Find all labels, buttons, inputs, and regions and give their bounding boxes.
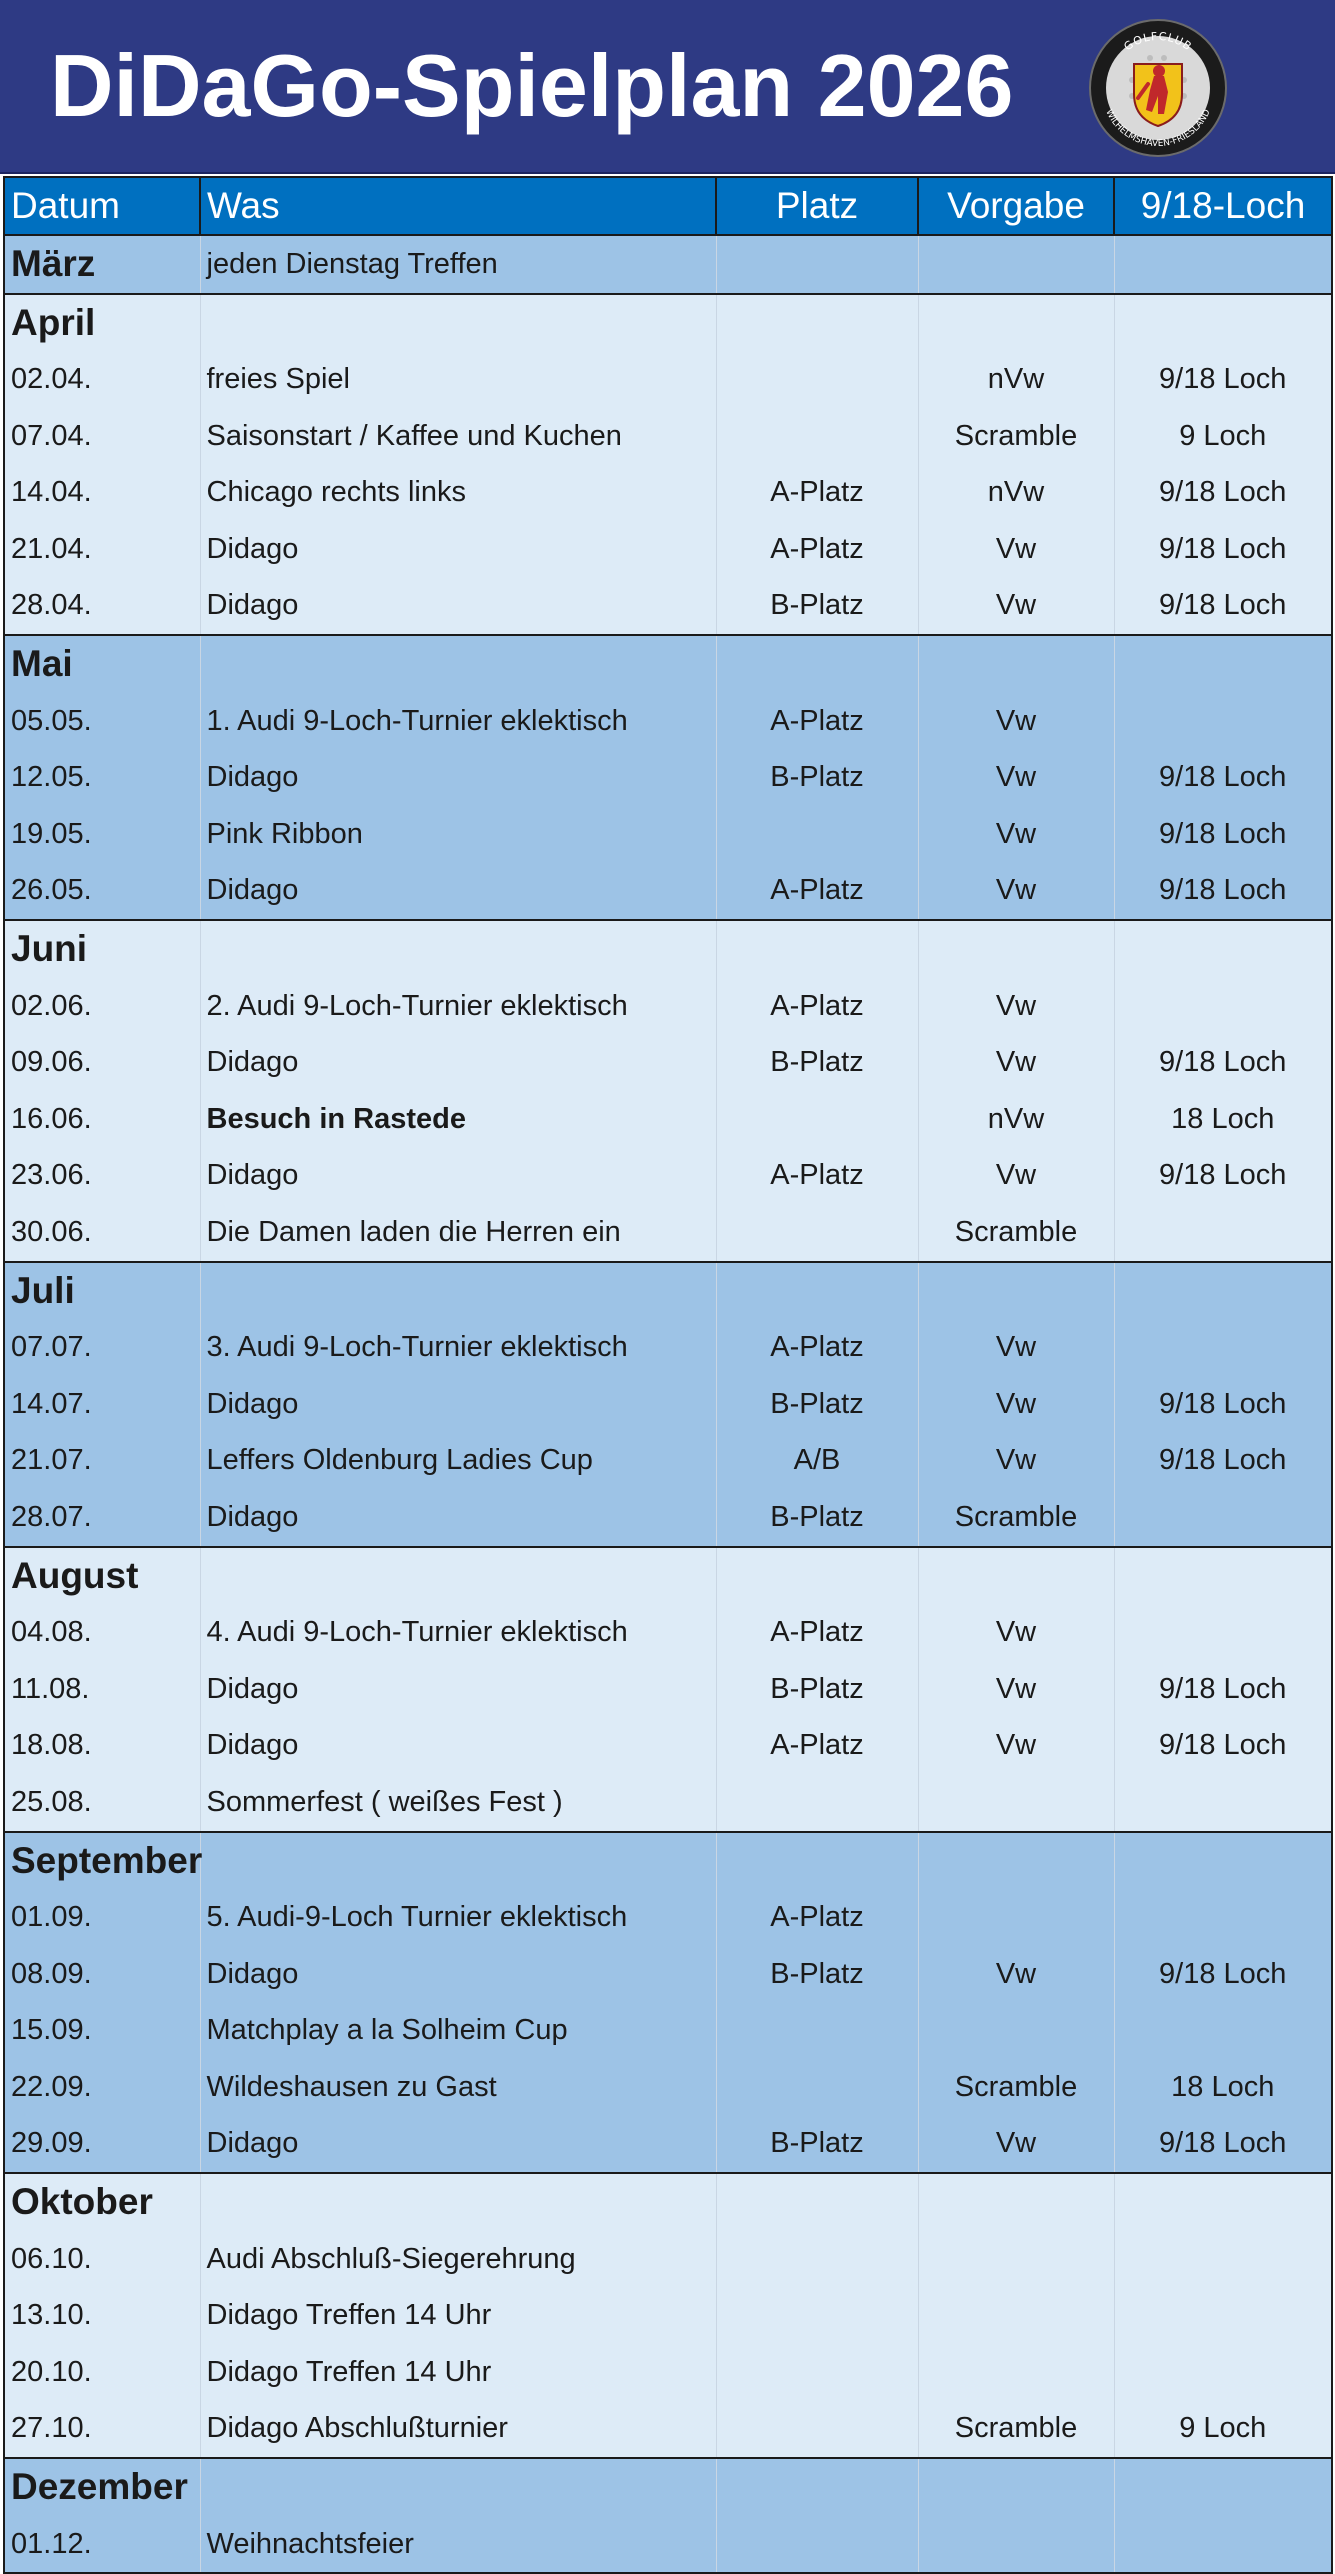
- cell-loch: 9/18 Loch: [1114, 1376, 1332, 1433]
- cell-vorgabe: Vw: [918, 749, 1114, 806]
- table-row: [4, 749, 1332, 806]
- cell-loch: 9/18 Loch: [1114, 1432, 1332, 1489]
- month-note: [200, 1832, 716, 1890]
- empty-cell: [918, 1832, 1114, 1890]
- cell-was: Wildeshausen zu Gast: [200, 2059, 716, 2116]
- month-section: [4, 920, 1332, 1262]
- month-row: [4, 1547, 1332, 1605]
- cell-platz: [716, 1774, 918, 1832]
- cell-loch: [1114, 2231, 1332, 2288]
- cell-platz: A-Platz: [716, 1889, 918, 1946]
- table-row: [4, 1091, 1332, 1148]
- cell-vorgabe: [918, 2287, 1114, 2344]
- logo-bottom-text: WILHELMSHAVEN-FRIESLAND: [1103, 108, 1213, 150]
- table-row: [4, 2287, 1332, 2344]
- empty-cell: [1114, 2173, 1332, 2231]
- cell-was: Pink Ribbon: [200, 806, 716, 863]
- cell-vorgabe: Vw: [918, 521, 1114, 578]
- cell-was: freies Spiel: [200, 351, 716, 408]
- table-row: [4, 978, 1332, 1035]
- cell-was: Matchplay a la Solheim Cup: [200, 2002, 716, 2059]
- cell-was: Didago: [200, 578, 716, 636]
- cell-datum: 01.12.: [4, 2516, 200, 2574]
- cell-datum: 01.09.: [4, 1889, 200, 1946]
- cell-was: Besuch in Rastede: [200, 1091, 716, 1148]
- cell-datum: 19.05.: [4, 806, 200, 863]
- cell-loch: 9/18 Loch: [1114, 578, 1332, 636]
- cell-was: Didago: [200, 749, 716, 806]
- cell-platz: [716, 806, 918, 863]
- table-row: [4, 1661, 1332, 1718]
- cell-vorgabe: [918, 2002, 1114, 2059]
- month-section: [4, 294, 1332, 636]
- cell-platz: [716, 2401, 918, 2459]
- empty-cell: [918, 635, 1114, 693]
- month-name: April: [4, 294, 200, 352]
- cell-loch: 9 Loch: [1114, 2401, 1332, 2459]
- empty-cell: [918, 2458, 1114, 2516]
- table-row: [4, 863, 1332, 921]
- cell-platz: [716, 2516, 918, 2574]
- table-row: [4, 1148, 1332, 1205]
- cell-platz: B-Platz: [716, 1376, 918, 1433]
- month-row: [4, 920, 1332, 978]
- cell-datum: 14.07.: [4, 1376, 200, 1433]
- cell-vorgabe: Vw: [918, 806, 1114, 863]
- cell-vorgabe: Scramble: [918, 1204, 1114, 1262]
- cell-vorgabe: [918, 1889, 1114, 1946]
- month-row: [4, 635, 1332, 693]
- table-row: [4, 408, 1332, 465]
- table-row: [4, 1489, 1332, 1547]
- cell-platz: [716, 351, 918, 408]
- cell-datum: 06.10.: [4, 2231, 200, 2288]
- cell-datum: 26.05.: [4, 863, 200, 921]
- cell-platz: B-Platz: [716, 2116, 918, 2174]
- month-row: [4, 2458, 1332, 2516]
- empty-cell: [716, 635, 918, 693]
- golfclub-logo: [1088, 18, 1228, 158]
- cell-loch: [1114, 1889, 1332, 1946]
- empty-cell: [1114, 294, 1332, 352]
- table-row: [4, 1717, 1332, 1774]
- month-section: [4, 1832, 1332, 2174]
- cell-vorgabe: [918, 2516, 1114, 2574]
- cell-loch: 9/18 Loch: [1114, 464, 1332, 521]
- cell-platz: [716, 2287, 918, 2344]
- table-row: [4, 521, 1332, 578]
- cell-loch: [1114, 1604, 1332, 1661]
- cell-was: Die Damen laden die Herren ein: [200, 1204, 716, 1262]
- column-header-loch: 9/18-Loch: [1114, 177, 1332, 235]
- table-row: [4, 2116, 1332, 2174]
- cell-was: 5. Audi-9-Loch Turnier eklektisch: [200, 1889, 716, 1946]
- cell-loch: [1114, 1489, 1332, 1547]
- cell-datum: 14.04.: [4, 464, 200, 521]
- logo-top-text: GOLFCLUB: [1121, 29, 1195, 54]
- cell-vorgabe: Vw: [918, 1432, 1114, 1489]
- month-note: [200, 2458, 716, 2516]
- table-row: [4, 2516, 1332, 2574]
- cell-was: 3. Audi 9-Loch-Turnier eklektisch: [200, 1319, 716, 1376]
- cell-was: Didago: [200, 1717, 716, 1774]
- cell-datum: 05.05.: [4, 693, 200, 750]
- page-title: DiDaGo-Spielplan 2026: [50, 36, 1014, 135]
- empty-cell: [716, 235, 918, 294]
- cell-loch: [1114, 2287, 1332, 2344]
- month-section: [4, 235, 1332, 294]
- month-note: [200, 294, 716, 352]
- month-name: Juni: [4, 920, 200, 978]
- cell-datum: 18.08.: [4, 1717, 200, 1774]
- table-row: [4, 1034, 1332, 1091]
- month-row: [4, 2173, 1332, 2231]
- cell-datum: 13.10.: [4, 2287, 200, 2344]
- cell-was: Weihnachtsfeier: [200, 2516, 716, 2574]
- cell-datum: 28.07.: [4, 1489, 200, 1547]
- cell-vorgabe: [918, 2231, 1114, 2288]
- empty-cell: [918, 294, 1114, 352]
- empty-cell: [918, 1547, 1114, 1605]
- cell-loch: 9/18 Loch: [1114, 863, 1332, 921]
- cell-datum: 16.06.: [4, 1091, 200, 1148]
- month-name: Dezember: [4, 2458, 200, 2516]
- month-note: [200, 920, 716, 978]
- cell-loch: 9/18 Loch: [1114, 749, 1332, 806]
- cell-datum: 11.08.: [4, 1661, 200, 1718]
- empty-cell: [716, 1547, 918, 1605]
- table-row: [4, 2231, 1332, 2288]
- cell-vorgabe: Vw: [918, 2116, 1114, 2174]
- table-row: [4, 1774, 1332, 1832]
- cell-platz: B-Platz: [716, 1946, 918, 2003]
- cell-platz: A-Platz: [716, 693, 918, 750]
- month-section: [4, 1262, 1332, 1547]
- cell-was: 2. Audi 9-Loch-Turnier eklektisch: [200, 978, 716, 1035]
- cell-was: Didago: [200, 1034, 716, 1091]
- cell-platz: [716, 2059, 918, 2116]
- cell-datum: 15.09.: [4, 2002, 200, 2059]
- cell-was: Didago: [200, 1148, 716, 1205]
- empty-cell: [1114, 235, 1332, 294]
- cell-platz: A-Platz: [716, 464, 918, 521]
- cell-loch: 9/18 Loch: [1114, 521, 1332, 578]
- cell-datum: 30.06.: [4, 1204, 200, 1262]
- cell-datum: 07.04.: [4, 408, 200, 465]
- table-row: [4, 1604, 1332, 1661]
- month-name: September: [4, 1832, 200, 1890]
- cell-datum: 27.10.: [4, 2401, 200, 2459]
- month-name: Mai: [4, 635, 200, 693]
- cell-was: Didago: [200, 1946, 716, 2003]
- cell-loch: 9/18 Loch: [1114, 2116, 1332, 2174]
- month-row: [4, 1262, 1332, 1320]
- cell-platz: A-Platz: [716, 1148, 918, 1205]
- table-row: [4, 464, 1332, 521]
- cell-loch: [1114, 1204, 1332, 1262]
- cell-vorgabe: Scramble: [918, 2401, 1114, 2459]
- cell-datum: 21.04.: [4, 521, 200, 578]
- cell-platz: B-Platz: [716, 1034, 918, 1091]
- cell-datum: 20.10.: [4, 2344, 200, 2401]
- table-row: [4, 1889, 1332, 1946]
- cell-platz: A-Platz: [716, 1717, 918, 1774]
- cell-vorgabe: nVw: [918, 1091, 1114, 1148]
- month-name: Juli: [4, 1262, 200, 1320]
- cell-datum: 29.09.: [4, 2116, 200, 2174]
- table-row: [4, 1204, 1332, 1262]
- cell-was: Didago Treffen 14 Uhr: [200, 2287, 716, 2344]
- empty-cell: [1114, 1547, 1332, 1605]
- cell-vorgabe: Scramble: [918, 1489, 1114, 1547]
- table-header-row: [4, 177, 1332, 235]
- cell-vorgabe: Vw: [918, 1717, 1114, 1774]
- empty-cell: [716, 1832, 918, 1890]
- cell-loch: 9/18 Loch: [1114, 1661, 1332, 1718]
- cell-loch: [1114, 978, 1332, 1035]
- cell-loch: 9/18 Loch: [1114, 351, 1332, 408]
- table-row: [4, 2344, 1332, 2401]
- table-row: [4, 1376, 1332, 1433]
- cell-vorgabe: nVw: [918, 464, 1114, 521]
- cell-datum: 02.04.: [4, 351, 200, 408]
- cell-platz: [716, 2344, 918, 2401]
- table-row: [4, 2002, 1332, 2059]
- table-row: [4, 2059, 1332, 2116]
- cell-loch: 9/18 Loch: [1114, 1148, 1332, 1205]
- cell-platz: A-Platz: [716, 1319, 918, 1376]
- month-row: [4, 235, 1332, 294]
- cell-was: Didago: [200, 2116, 716, 2174]
- golfclub-logo-graphic: [1088, 18, 1228, 158]
- cell-datum: 12.05.: [4, 749, 200, 806]
- cell-vorgabe: Vw: [918, 1319, 1114, 1376]
- cell-loch: [1114, 2002, 1332, 2059]
- cell-was: Didago Abschlußturnier: [200, 2401, 716, 2459]
- table-row: [4, 351, 1332, 408]
- cell-platz: [716, 2002, 918, 2059]
- cell-datum: 21.07.: [4, 1432, 200, 1489]
- cell-was: Didago: [200, 521, 716, 578]
- table-row: [4, 806, 1332, 863]
- cell-loch: 9/18 Loch: [1114, 806, 1332, 863]
- cell-loch: 9 Loch: [1114, 408, 1332, 465]
- empty-cell: [918, 235, 1114, 294]
- cell-was: Didago: [200, 1376, 716, 1433]
- cell-vorgabe: [918, 1774, 1114, 1832]
- column-header-datum: Datum: [4, 177, 200, 235]
- cell-platz: B-Platz: [716, 1489, 918, 1547]
- cell-vorgabe: [918, 2344, 1114, 2401]
- cell-vorgabe: Vw: [918, 1604, 1114, 1661]
- cell-platz: [716, 408, 918, 465]
- schedule-table: [3, 176, 1333, 2574]
- cell-loch: [1114, 1774, 1332, 1832]
- cell-datum: 25.08.: [4, 1774, 200, 1832]
- cell-platz: B-Platz: [716, 749, 918, 806]
- cell-datum: 09.06.: [4, 1034, 200, 1091]
- table-row: [4, 693, 1332, 750]
- cell-loch: 9/18 Loch: [1114, 1034, 1332, 1091]
- empty-cell: [918, 920, 1114, 978]
- month-row: [4, 294, 1332, 352]
- cell-was: Didago: [200, 863, 716, 921]
- cell-datum: 23.06.: [4, 1148, 200, 1205]
- cell-datum: 08.09.: [4, 1946, 200, 2003]
- table-row: [4, 578, 1332, 636]
- cell-was: Leffers Oldenburg Ladies Cup: [200, 1432, 716, 1489]
- table-row: [4, 1432, 1332, 1489]
- cell-was: Sommerfest ( weißes Fest ): [200, 1774, 716, 1832]
- month-row: [4, 1832, 1332, 1890]
- empty-cell: [1114, 635, 1332, 693]
- cell-was: Chicago rechts links: [200, 464, 716, 521]
- cell-loch: [1114, 693, 1332, 750]
- cell-vorgabe: Scramble: [918, 2059, 1114, 2116]
- empty-cell: [1114, 920, 1332, 978]
- cell-loch: [1114, 1319, 1332, 1376]
- cell-datum: 22.09.: [4, 2059, 200, 2116]
- cell-was: Didago: [200, 1661, 716, 1718]
- cell-loch: 9/18 Loch: [1114, 1717, 1332, 1774]
- cell-vorgabe: Vw: [918, 1148, 1114, 1205]
- cell-vorgabe: Vw: [918, 863, 1114, 921]
- empty-cell: [716, 920, 918, 978]
- month-note: [200, 1547, 716, 1605]
- cell-loch: [1114, 2344, 1332, 2401]
- cell-loch: 18 Loch: [1114, 2059, 1332, 2116]
- cell-was: 4. Audi 9-Loch-Turnier eklektisch: [200, 1604, 716, 1661]
- column-header-platz: Platz: [716, 177, 918, 235]
- cell-loch: 9/18 Loch: [1114, 1946, 1332, 2003]
- month-section: [4, 635, 1332, 920]
- cell-vorgabe: Vw: [918, 1946, 1114, 2003]
- cell-loch: [1114, 2516, 1332, 2574]
- month-name: August: [4, 1547, 200, 1605]
- month-note: [200, 2173, 716, 2231]
- cell-was: 1. Audi 9-Loch-Turnier eklektisch: [200, 693, 716, 750]
- cell-datum: 02.06.: [4, 978, 200, 1035]
- cell-vorgabe: Scramble: [918, 408, 1114, 465]
- empty-cell: [918, 2173, 1114, 2231]
- month-note: [200, 1262, 716, 1320]
- cell-was: Audi Abschluß-Siegerehrung: [200, 2231, 716, 2288]
- cell-platz: A-Platz: [716, 1604, 918, 1661]
- empty-cell: [1114, 2458, 1332, 2516]
- cell-platz: A-Platz: [716, 863, 918, 921]
- column-header-vorgabe: Vorgabe: [918, 177, 1114, 235]
- cell-vorgabe: Vw: [918, 693, 1114, 750]
- cell-platz: B-Platz: [716, 578, 918, 636]
- cell-vorgabe: Vw: [918, 978, 1114, 1035]
- cell-was: Saisonstart / Kaffee und Kuchen: [200, 408, 716, 465]
- cell-platz: A/B: [716, 1432, 918, 1489]
- column-header-was: Was: [200, 177, 716, 235]
- empty-cell: [716, 2173, 918, 2231]
- empty-cell: [716, 2458, 918, 2516]
- cell-datum: 28.04.: [4, 578, 200, 636]
- cell-was: Didago: [200, 1489, 716, 1547]
- cell-platz: [716, 1091, 918, 1148]
- cell-datum: 04.08.: [4, 1604, 200, 1661]
- cell-platz: [716, 1204, 918, 1262]
- month-note: jeden Dienstag Treffen: [200, 235, 716, 294]
- month-note: [200, 635, 716, 693]
- cell-vorgabe: Vw: [918, 1034, 1114, 1091]
- empty-cell: [1114, 1832, 1332, 1890]
- empty-cell: [918, 1262, 1114, 1320]
- cell-platz: B-Platz: [716, 1661, 918, 1718]
- cell-platz: A-Platz: [716, 521, 918, 578]
- cell-datum: 07.07.: [4, 1319, 200, 1376]
- page-header: [0, 0, 1335, 174]
- cell-vorgabe: nVw: [918, 351, 1114, 408]
- cell-platz: [716, 2231, 918, 2288]
- empty-cell: [716, 294, 918, 352]
- table-row: [4, 1319, 1332, 1376]
- month-name: Oktober: [4, 2173, 200, 2231]
- cell-vorgabe: Vw: [918, 1376, 1114, 1433]
- month-section: [4, 2458, 1332, 2573]
- cell-vorgabe: Vw: [918, 578, 1114, 636]
- month-section: [4, 1547, 1332, 1832]
- cell-vorgabe: Vw: [918, 1661, 1114, 1718]
- empty-cell: [716, 1262, 918, 1320]
- empty-cell: [1114, 1262, 1332, 1320]
- month-section: [4, 2173, 1332, 2458]
- cell-was: Didago Treffen 14 Uhr: [200, 2344, 716, 2401]
- table-row: [4, 2401, 1332, 2459]
- month-name: März: [4, 235, 200, 294]
- cell-platz: A-Platz: [716, 978, 918, 1035]
- cell-loch: 18 Loch: [1114, 1091, 1332, 1148]
- table-row: [4, 1946, 1332, 2003]
